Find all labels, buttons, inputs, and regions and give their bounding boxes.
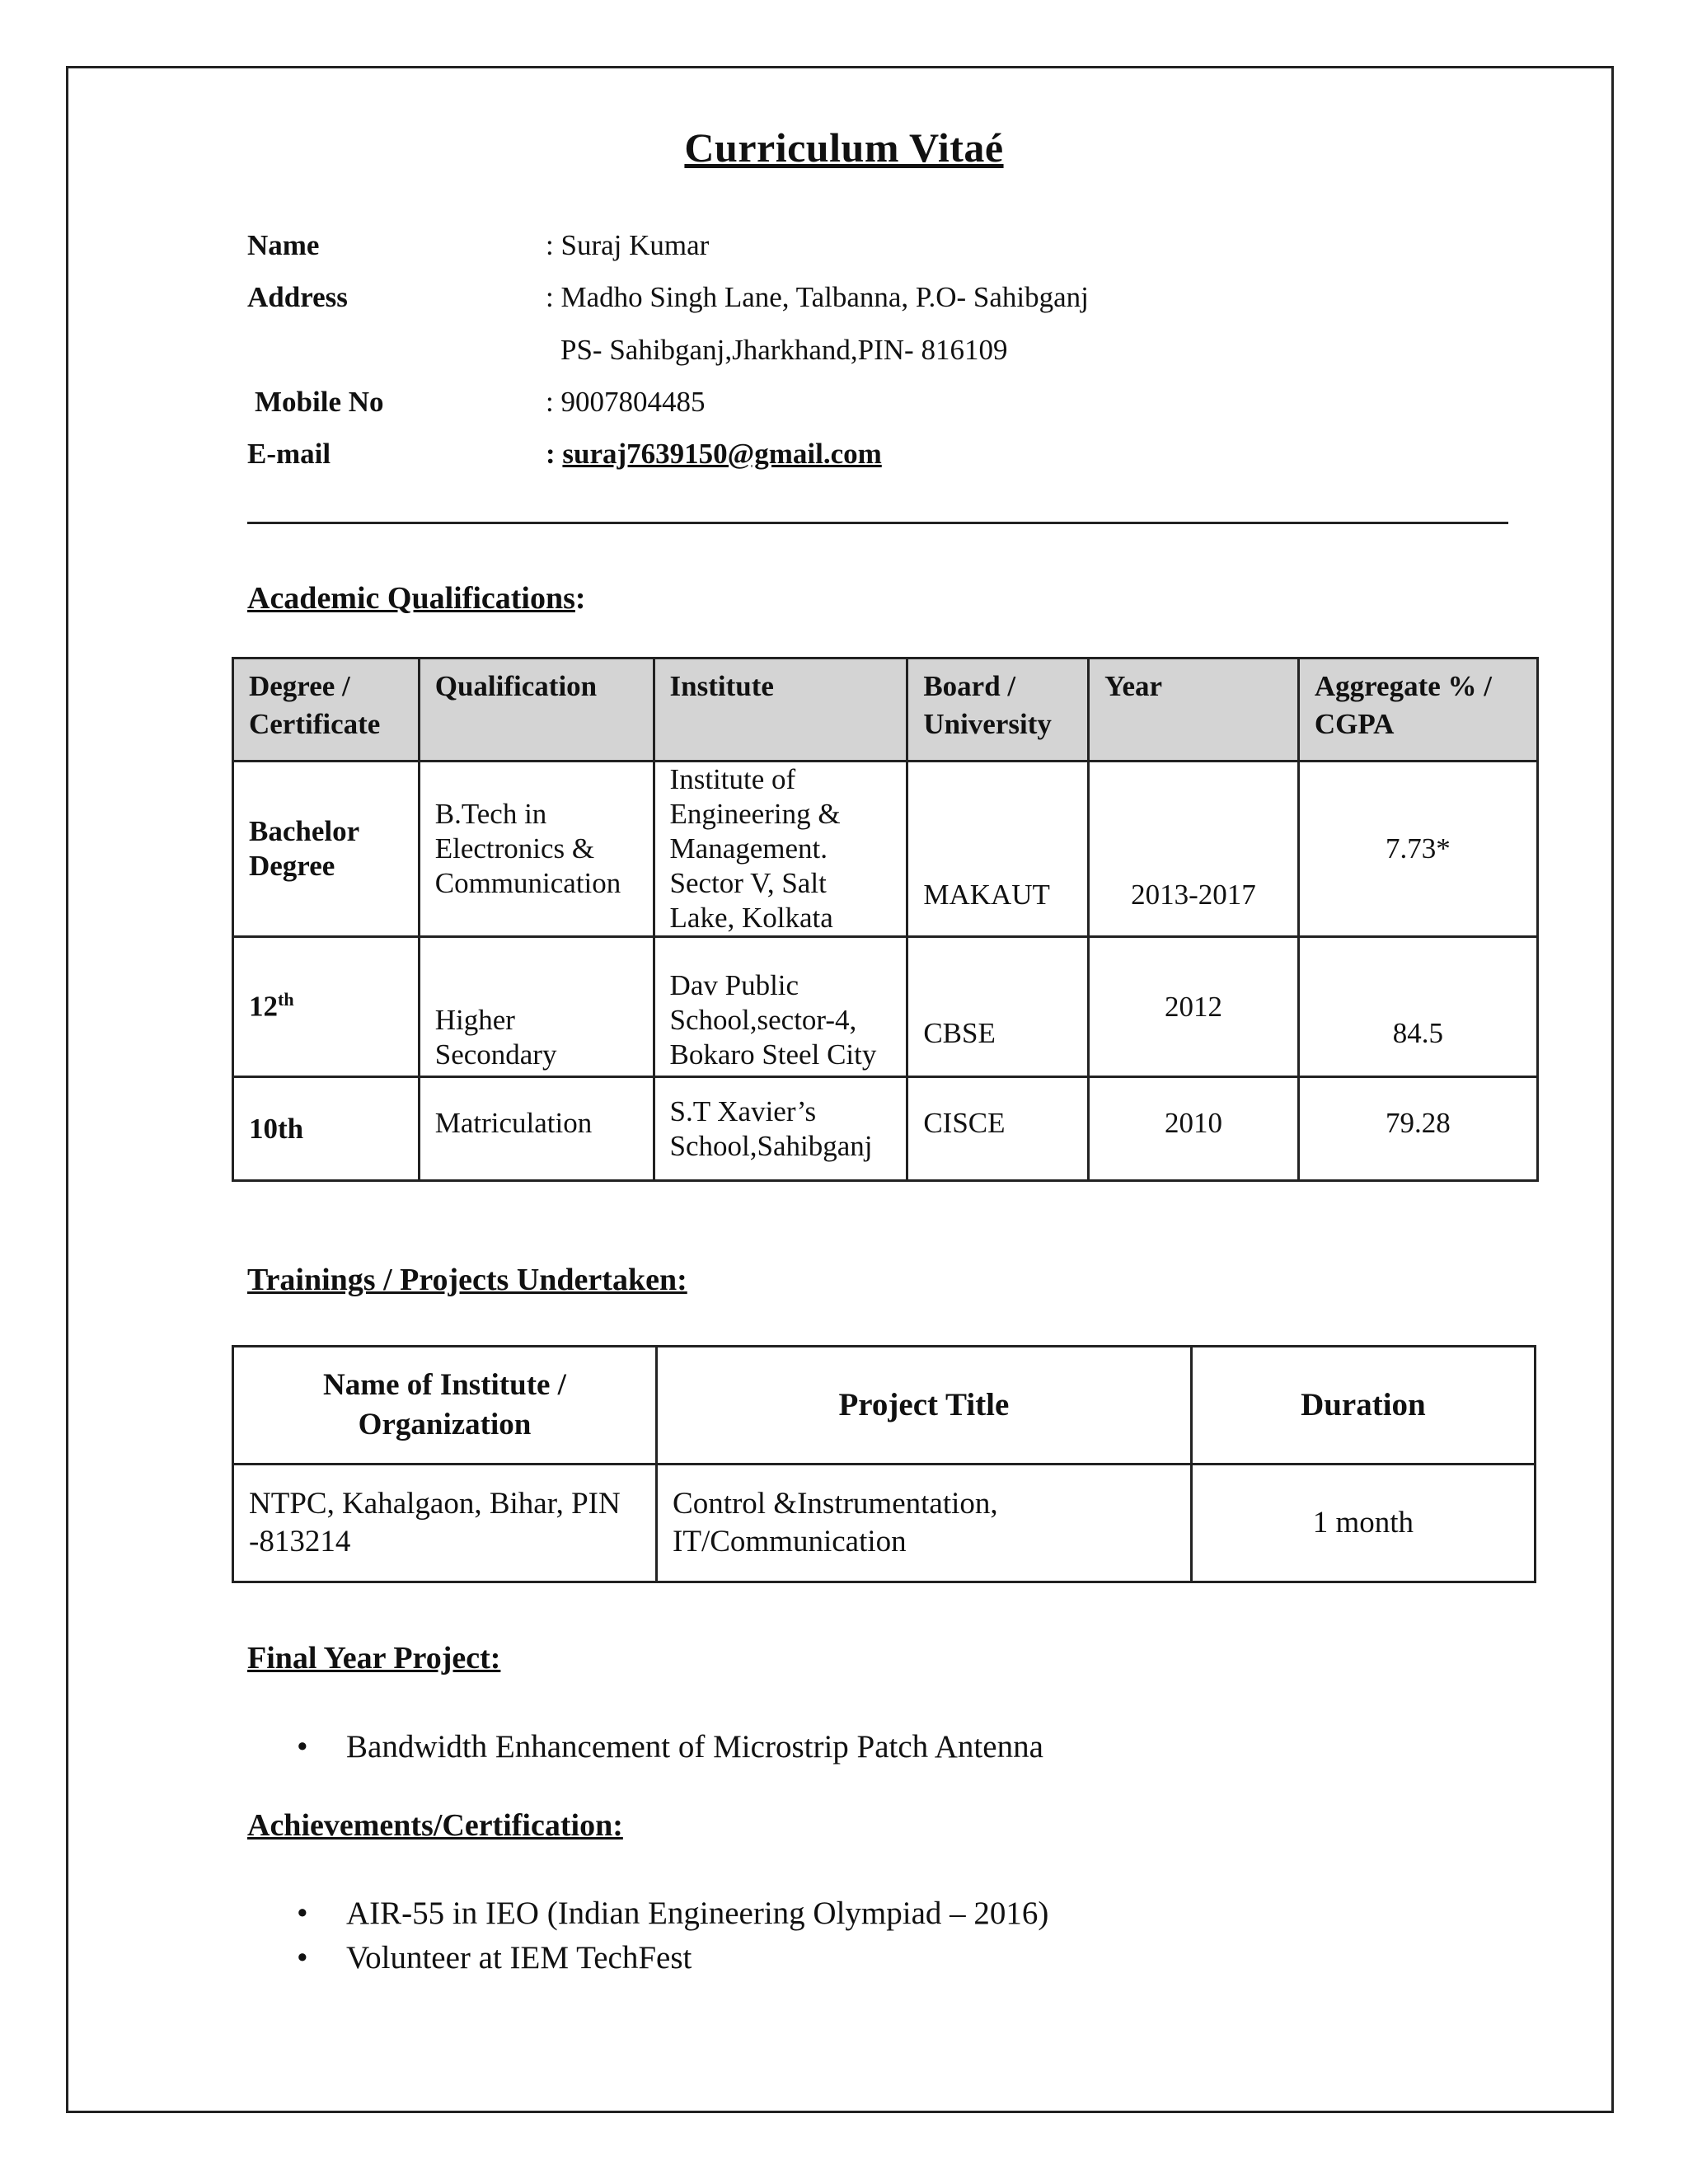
table-row <box>233 762 1538 937</box>
cell-institute: Institute of Engineering & Management. Sector V, Salt Lake, Kolkata <box>654 762 907 937</box>
list-item: • Volunteer at IEM TechFest <box>297 1936 1048 1980</box>
cell-qualification: Higher Secondary <box>419 937 654 1077</box>
header-year: Year <box>1089 658 1299 762</box>
academic-table <box>232 657 1539 1182</box>
cell-board: CBSE <box>907 937 1089 1077</box>
cell-degree: Bachelor Degree <box>233 762 420 937</box>
email-prefix: : <box>546 438 563 470</box>
final-project-heading: Final Year Project: <box>247 1641 501 1675</box>
final-project-list <box>297 1725 1043 1769</box>
table-header-row <box>233 658 1538 762</box>
table-header-row <box>233 1347 1536 1465</box>
document-title: Curriculum Vitaé <box>684 124 1004 171</box>
header-divider <box>247 522 1508 524</box>
list-item: • Bandwidth Enhancement of Microstrip Patch Antenna <box>297 1725 1043 1769</box>
cell-institute: Dav Public School,sector-4, Bokaro Steel City <box>654 937 907 1077</box>
name-value: : Suraj Kumar <box>546 229 710 261</box>
email-link[interactable]: suraj7639150@gmail.com <box>562 438 882 470</box>
academic-heading: Academic Qualifications: <box>247 581 586 616</box>
trainings-table <box>232 1345 1536 1583</box>
header-degree: Degree / Certificate <box>233 658 420 762</box>
table-row <box>233 937 1538 1077</box>
cell-aggregate: 84.5 <box>1298 937 1537 1077</box>
address-line-2: PS- Sahibganj,Jharkhand,PIN- 816109 <box>560 334 1008 366</box>
address-line-1: : Madho Singh Lane, Talbanna, P.O- Sahibganj <box>546 281 1089 313</box>
cell-qualification: Matriculation <box>419 1077 654 1181</box>
mobile-label: Mobile No <box>255 386 384 418</box>
header-organization: Name of Institute / Organization <box>233 1347 657 1465</box>
cell-qualification: B.Tech in Electronics & Communication <box>419 762 654 937</box>
cell-aggregate: 7.73* <box>1298 762 1537 937</box>
cell-institute: S.T Xavier’s School,Sahibganj <box>654 1077 907 1181</box>
cell-duration: 1 month <box>1191 1465 1535 1582</box>
cell-board: MAKAUT <box>907 762 1089 937</box>
cell-organization: NTPC, Kahalgaon, Bihar, PIN -813214 <box>233 1465 657 1582</box>
cell-project-title: Control &Instrumentation, IT/Communication <box>657 1465 1192 1582</box>
cell-board: CISCE <box>907 1077 1089 1181</box>
table-row <box>233 1077 1538 1181</box>
email-label: E-mail <box>247 438 331 470</box>
header-qualification: Qualification <box>419 658 654 762</box>
cell-degree: 10th <box>233 1077 420 1181</box>
name-label: Name <box>247 229 320 261</box>
cell-aggregate: 79.28 <box>1298 1077 1537 1181</box>
achievements-heading: Achievements/Certification: <box>247 1808 623 1843</box>
email-row <box>546 438 882 471</box>
header-board: Board / University <box>907 658 1089 762</box>
cell-year: 2013-2017 <box>1089 762 1299 937</box>
address-label: Address <box>247 281 348 313</box>
mobile-value: : 9007804485 <box>546 386 706 418</box>
achievements-list <box>297 1891 1048 1980</box>
header-institute: Institute <box>654 658 907 762</box>
list-item: • AIR-55 in IEO (Indian Engineering Olympiad – 2016) <box>297 1891 1048 1936</box>
cell-year: 2012 <box>1089 937 1299 1077</box>
header-project-title: Project Title <box>657 1347 1192 1465</box>
cell-year: 2010 <box>1089 1077 1299 1181</box>
cell-degree: 12th <box>233 937 420 1077</box>
trainings-heading: Trainings / Projects Undertaken: <box>247 1263 687 1297</box>
header-duration: Duration <box>1191 1347 1535 1465</box>
table-row <box>233 1465 1536 1582</box>
header-aggregate: Aggregate % / CGPA <box>1298 658 1537 762</box>
